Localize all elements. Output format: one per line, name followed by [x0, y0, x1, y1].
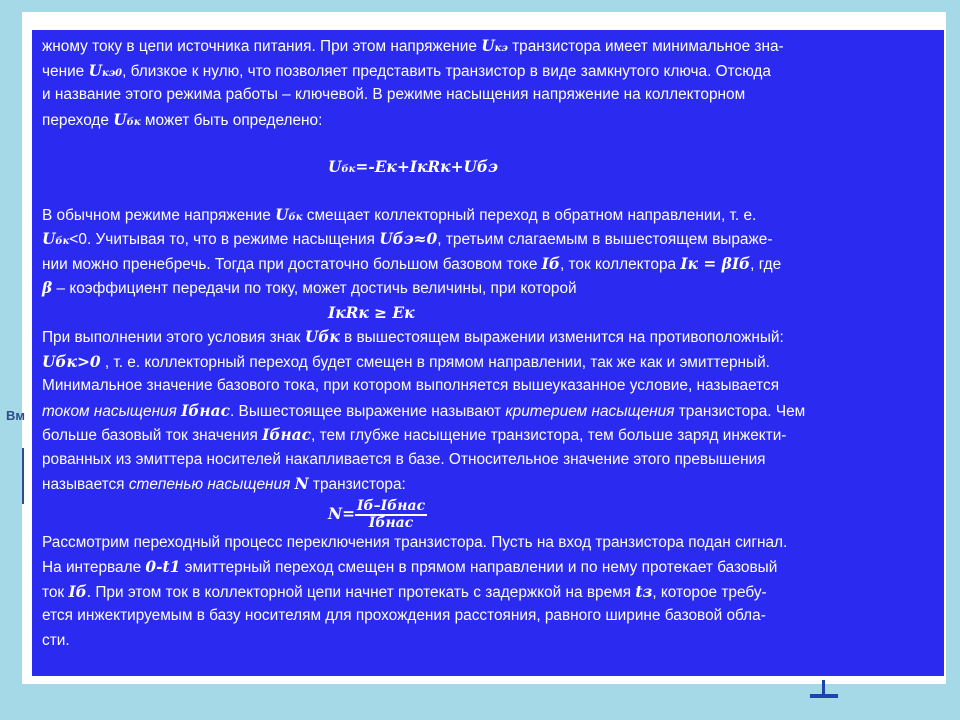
- text-line: [42, 350, 934, 375]
- text-line: [42, 399, 934, 424]
- text-line: рованных из эмиттера носителей накапливается в базе. Относительное значение этого превышения: [42, 450, 766, 468]
- symbol: β: [42, 279, 53, 297]
- text-run: может быть определено:: [140, 111, 323, 129]
- formula-saturation-condition: IкRк ≥ Eк: [328, 303, 415, 322]
- text-line: [42, 472, 934, 497]
- text-run: чение: [42, 62, 89, 80]
- text-run: больше базовый ток значения: [42, 427, 263, 444]
- text-line: [42, 423, 934, 448]
- symbol: 0-t1: [145, 558, 181, 576]
- text-line: [42, 108, 934, 133]
- spacer: [42, 132, 934, 155]
- symbol: Iбнас: [262, 426, 312, 444]
- background-text-fragment: Вм: [6, 408, 26, 423]
- text-run: , ток коллектора: [559, 255, 681, 273]
- text-line: Минимальное значение базового тока, при котором выполняется вышеуказанное условие, называется: [42, 377, 780, 394]
- term: степенью насыщения: [128, 476, 291, 493]
- text-line: [42, 59, 934, 84]
- symbol: Uбк: [42, 230, 70, 248]
- text-run: транзистора имеет минимальное зна-: [507, 38, 784, 55]
- text-line: [42, 276, 934, 301]
- text-run: жному току в цепи источника питания. При этом напряжение: [42, 38, 482, 55]
- background-bar: [22, 448, 24, 504]
- text-run: смещает коллекторный переход в обратном направлении, т. е.: [302, 206, 757, 224]
- text-run: транзистора. Чем: [674, 402, 806, 420]
- text-line: [42, 580, 934, 605]
- text-line: ется инжектируемым в базу носителям для прохождения расстояния, равного ширине базовой обла-: [42, 607, 766, 624]
- text-run: , т. е. коллекторный переход будет смещен в прямом направлении, так же как и эмиттерный.: [100, 353, 770, 371]
- formula-collector-voltage: Uбк=-Eк+IкRк+Uбэ: [328, 158, 498, 176]
- formula-saturation-degree: [42, 497, 934, 531]
- text-run: в вышестоящем выражении изменится на противоположный:: [339, 329, 784, 346]
- text-run: <0. Учитывая то, что в режиме насыщения: [69, 231, 380, 248]
- text-line: [42, 325, 934, 350]
- symbol: N: [294, 475, 309, 493]
- symbol: Uкэ0: [88, 61, 123, 80]
- text-run: транзистора:: [308, 476, 406, 493]
- text-run: , близкое к нулю, что позволяет представить транзистор в виде замкнутого ключа. Отсюда: [122, 62, 771, 80]
- symbol: Uбэ≈0: [379, 230, 438, 248]
- fraction-numerator: Iб–Iбнас: [356, 497, 426, 514]
- text-run: нии можно пренебречь. Тогда при достаточно большом базовом токе: [42, 255, 542, 273]
- text-line: и название этого режима работы – ключевой. В режиме насыщения напряжение на коллекторном: [42, 86, 746, 103]
- symbol: Iб: [68, 582, 87, 601]
- text-run: переходе: [42, 111, 114, 129]
- symbol: Uбк: [113, 110, 141, 129]
- symbol: Uбк: [304, 328, 340, 346]
- symbol: Iк = βIб: [680, 254, 751, 273]
- term: током насыщения: [42, 402, 177, 420]
- symbol: tз: [635, 582, 653, 601]
- text-line: [42, 227, 934, 252]
- spacer: [42, 180, 934, 203]
- text-run: называется: [42, 476, 129, 493]
- text-run: , тем глубже насыщение транзистора, тем больше заряд инжекти-: [311, 427, 787, 444]
- symbol: Uбк>0: [42, 352, 101, 371]
- text-line: [42, 555, 934, 580]
- term: критерием насыщения: [505, 402, 675, 420]
- text-run: , которое требу-: [652, 583, 767, 601]
- text-line: [42, 34, 934, 59]
- text-line: [42, 252, 934, 277]
- text-run: При выполнении этого условия знак: [42, 329, 305, 346]
- formula-lhs: N=: [328, 504, 355, 523]
- fraction: [355, 499, 427, 531]
- text-line: Рассмотрим переходный процесс переключения транзистора. Пусть на вход транзистора подан сигнал.: [42, 533, 788, 551]
- symbol: Uкэ: [481, 37, 508, 55]
- text-run: . При этом ток в коллекторной цепи начнет протекать с задержкой на время: [86, 583, 636, 601]
- text-run: ток: [42, 583, 69, 601]
- text-run: , третьим слагаемым в вышестоящем выраже-: [437, 231, 773, 248]
- fraction-denominator: Iбнас: [368, 514, 414, 531]
- text-run: , где: [750, 255, 782, 273]
- symbol: Uбк: [275, 205, 303, 224]
- text-run: На интервале: [42, 559, 146, 576]
- background-line-horizontal: [810, 694, 838, 698]
- text-run: – коэффициент передачи по току, может достичь величины, при которой: [52, 280, 577, 297]
- text-line: сти.: [42, 631, 70, 649]
- text-run: . Вышестоящее выражение называют: [230, 402, 506, 420]
- symbol: Iб: [541, 254, 560, 273]
- symbol: Iбнас: [181, 401, 230, 420]
- text-line: [42, 203, 934, 228]
- text-run: В обычном режиме напряжение: [42, 206, 276, 224]
- text-run: эмиттерный переход смещен в прямом направлении и по нему протекает базовый: [180, 559, 778, 576]
- text-slide: [32, 30, 944, 676]
